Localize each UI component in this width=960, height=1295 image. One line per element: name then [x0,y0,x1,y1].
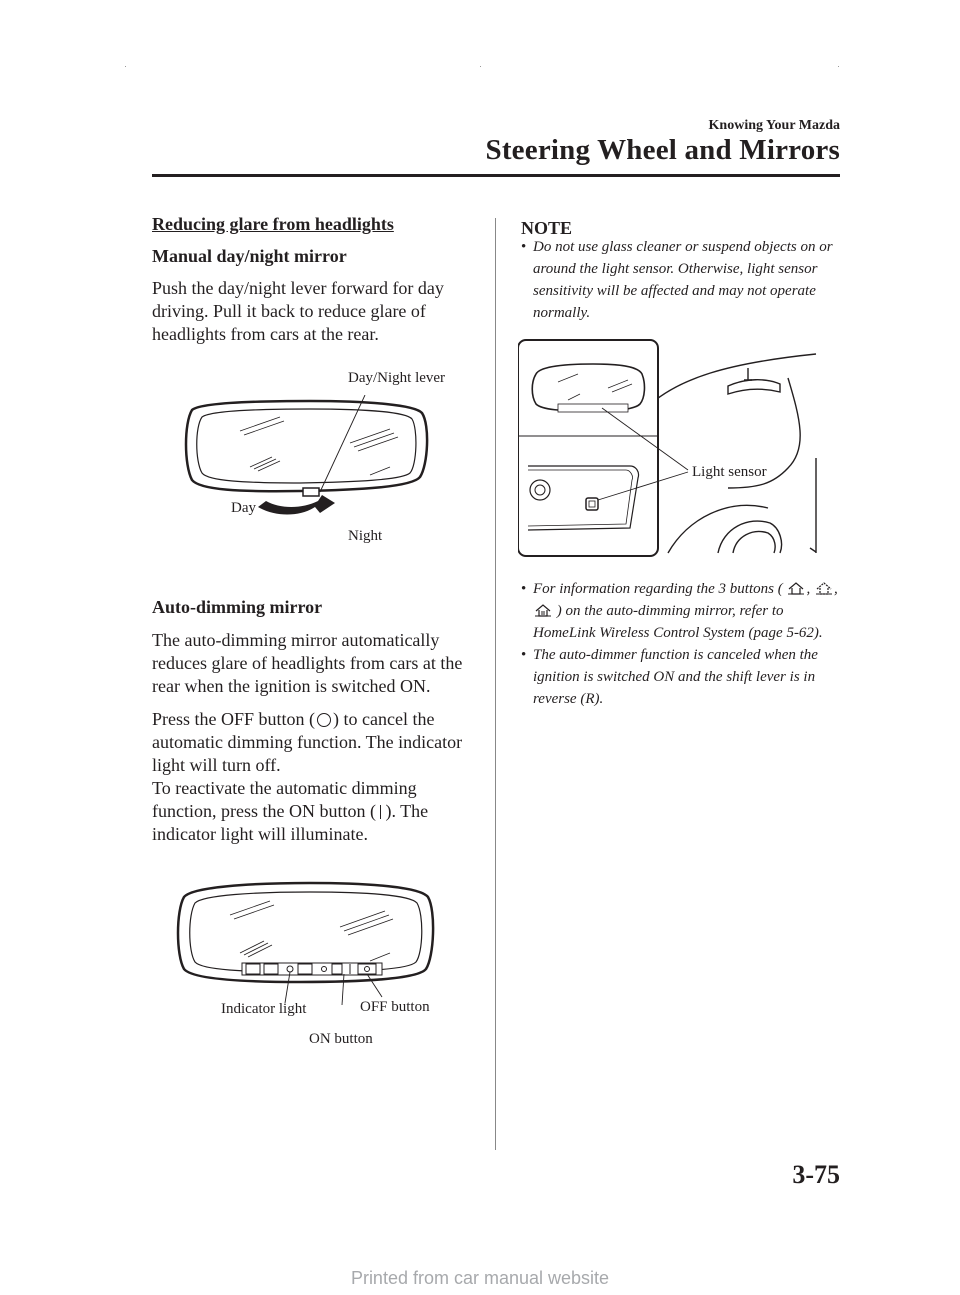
off-text-end: ) to cancel the automatic dimming function. The indicator light will turn off. [152,709,463,775]
auto-dimming-text: The auto-dimming mirror automatically reduces glare of headlights from cars at the rear when the ignition is switched ON. [152,630,463,696]
off-button-text [152,708,474,777]
column-divider [495,218,496,1150]
on-button-label: ON button [309,1031,373,1047]
on-text-end: ). The indicator light will illuminate. [152,801,429,844]
note-item: • Do not use glass cleaner or suspend objects on or around the light sensor. Otherwise, light sensor sensitivity will be affected and may not operate normally. [521,236,841,324]
on-symbol-icon [380,805,382,819]
note-item [521,578,843,644]
note-list-1 [521,236,841,324]
section-label: Knowing Your Mazda [708,118,840,133]
note-item: • The auto-dimmer function is canceled when the ignition is switched ON and the shift lever is in reverse (R). [521,644,843,710]
off-button-label: OFF button [360,999,430,1015]
indicator-light-label: Indicator light [221,1001,307,1017]
manual-mirror-title: Manual day/night mirror [152,246,347,266]
day-label: Day [231,500,256,516]
crop-mark [480,66,481,67]
glare-heading: Reducing glare from headlights [152,214,394,234]
night-label: Night [348,528,383,544]
note-title: NOTE [521,218,573,238]
homelink-button-3-icon [533,603,553,617]
auto-dimming-title: Auto-dimming mirror [152,597,323,617]
crop-mark [125,66,126,67]
note2-text-start: For information regarding the 3 buttons ( [533,581,783,597]
manual-mirror-text: Push the day/night lever forward for day driving. Pull it back to reduce glare of headlights from cars at the rear. [152,278,444,344]
note2-text-end: ) on the auto-dimming mirror, refer to HomeLink Wireless Control System (page 5-62). [533,603,823,641]
light-sensor-figure [518,338,818,560]
on-text-start: To reactivate the automatic dimming function, press the ON button ( [152,778,417,821]
footer-watermark: Printed from car manual website [350,1268,610,1288]
day-night-lever-label: Day/Night lever [348,370,446,386]
note2-sep-2: , [833,581,838,597]
note-list-2 [521,578,843,710]
page-title: Steering Wheel and Mirrors [485,134,840,166]
homelink-button-2-icon [814,581,834,595]
note2-sep-1: , [806,581,811,597]
auto-dimming-mirror-figure [170,875,440,1005]
header-rule [152,174,840,177]
off-symbol-icon [317,713,331,727]
crop-mark [838,66,839,67]
manual-mirror-figure [180,395,440,550]
page-number: 3-75 [792,1160,840,1189]
on-button-text [152,777,474,846]
light-sensor-label: Light sensor [692,464,767,480]
homelink-button-1-icon [786,581,806,595]
off-text-start: Press the OFF button ( [152,709,316,729]
